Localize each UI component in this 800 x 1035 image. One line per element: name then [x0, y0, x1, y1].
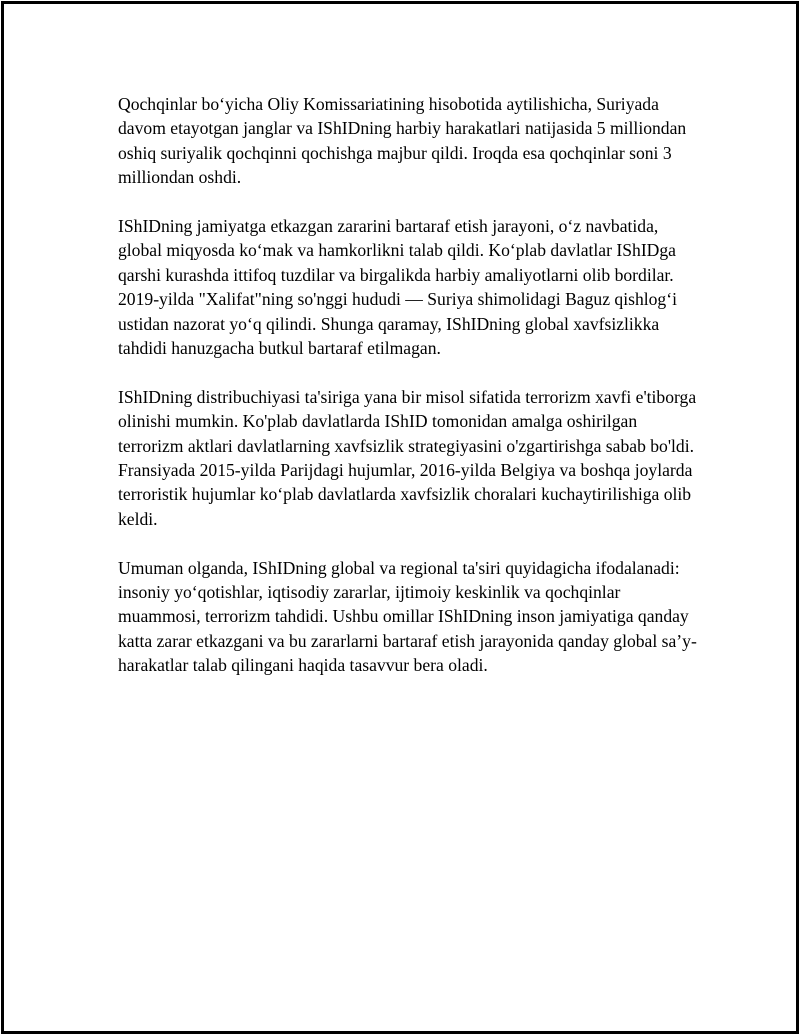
paragraph-global-cooperation: IShIDning jamiyatga etkazgan zararini bartaraf etish jarayoni, o‘z navbatida, global miqyosda ko‘mak va hamkorlikni talab qildi. Ko‘plab davlatlar IShIDga qarshi kurashda ittifoq tuzdilar va birgalikda harbiy amaliyotlarni olib bordilar. 2019-yilda "Xalifat"ning so'nggi hududi — Suriya shimolidagi Baguz qishlog‘i ustidan nazorat yo‘q qilindi. Shunga qaramay, IShIDning global xavfsizlikka tahdidi hanuzgacha butkul bartaraf etilmagan.	[118, 216, 677, 359]
paragraph-refugees: Qochqinlar bo‘yicha Oliy Komissariatining hisobotida aytilishicha, Suriyada davom etayotgan janglar va IShIDning harbiy harakatlari natijasida 5 milliondan oshiq suriyalik qochqinni qochishga majbur qildi. Iroqda esa qochqinlar soni 3 milliondan oshdi.	[118, 94, 687, 188]
paragraph-terrorism-threat: IShIDning distribuchiyasi ta'siriga yana bir misol sifatida terrorizm xavfi e'tiborga olinishi mumkin. Ko'plab davlatlarda IShID tomonidan amalga oshirilgan terrorizm aktlari davlatlarning xavfsizlik strategiyasini o'zgartirishga sabab bo'ldi. Fransiyada 2015-yilda Parijdagi hujumlar, 2016-yilda Belgiya va boshqa joylarda terroristik hujumlar ko‘plab davlatlarda xavfsizlik choralari kuchaytirilishiga olib keldi.	[118, 386, 697, 529]
document-body	[118, 92, 698, 702]
paragraph-conclusion: Umuman olganda, IShIDning global va regional ta'siri quyidagicha ifodalanadi: insoniy yo‘qotishlar, iqtisodiy zararlar, ijtimoiy keskinlik va qochqinlar muammosi, terrorizm tahdidi. Ushbu omillar IShIDning inson jamiyatiga qanday katta zarar etkazgani va bu zararlarni bartaraf etish jarayonida qanday global sa’y-harakatlar talab qilingani haqida tasavvur bera oladi.	[118, 557, 697, 676]
